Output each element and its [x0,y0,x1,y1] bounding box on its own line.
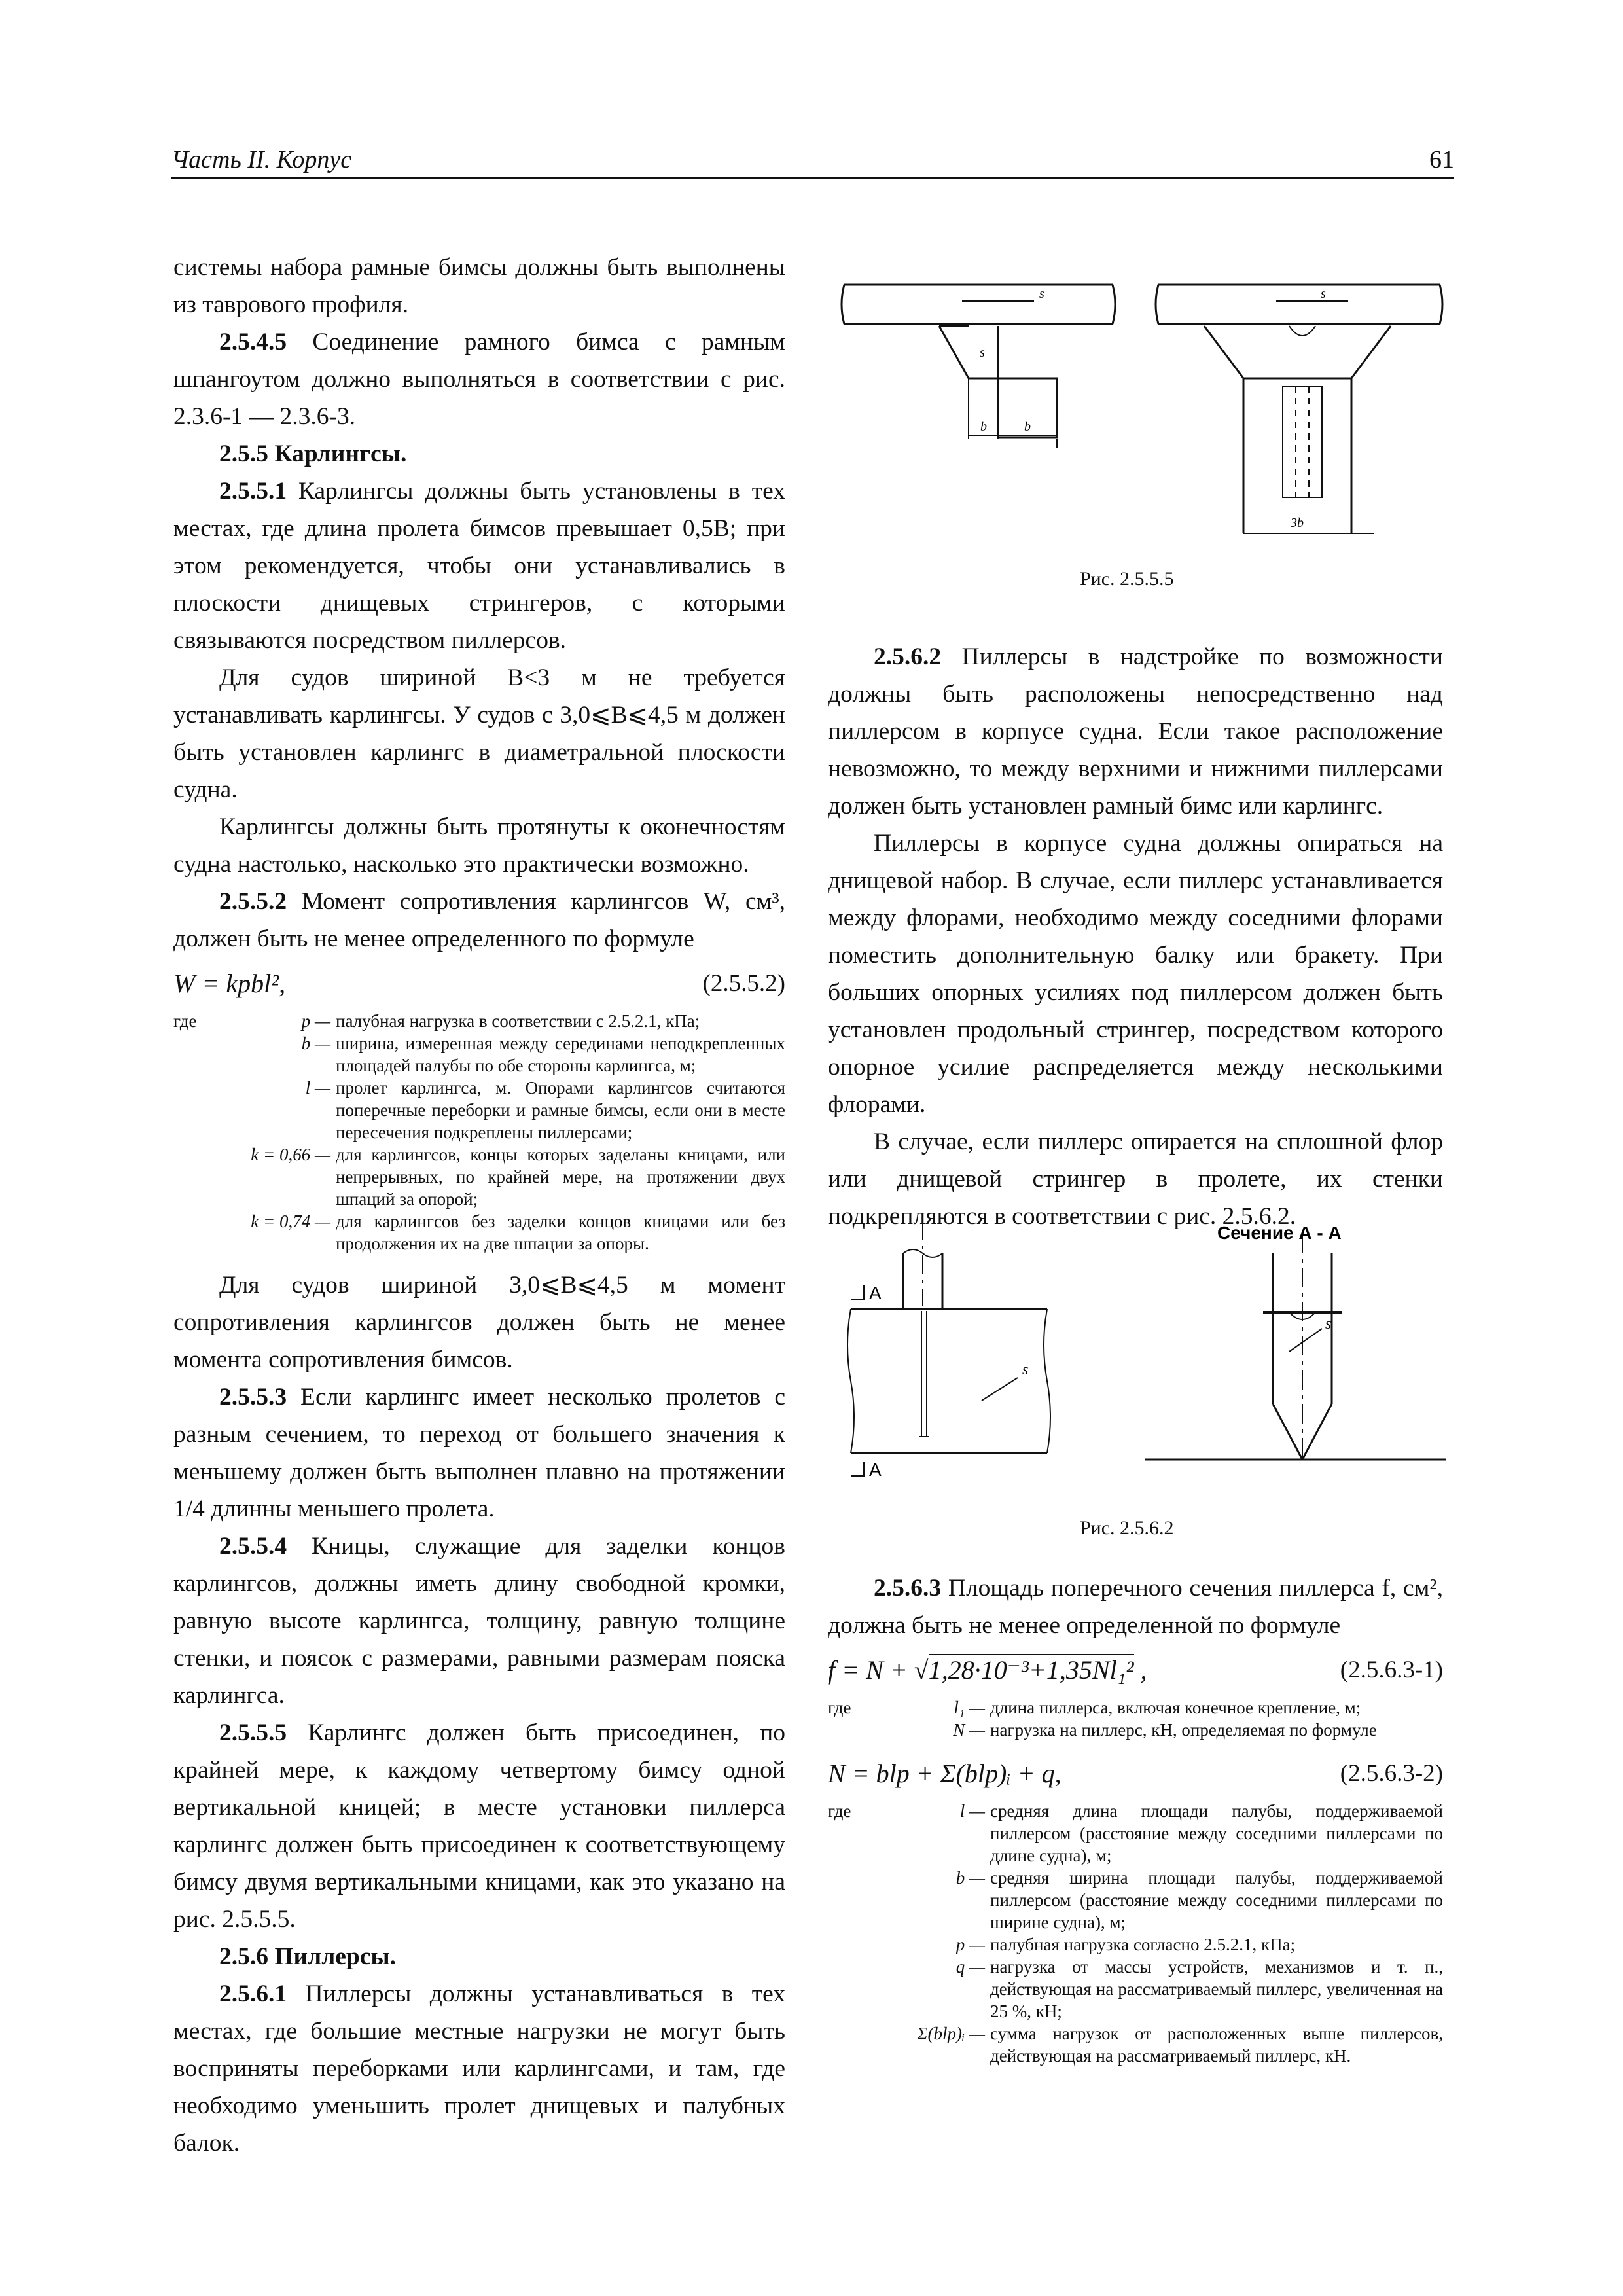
where-symbol: N — [953,1720,985,1740]
formula-suffix: , [1133,1655,1147,1685]
page-header [171,145,1454,178]
where-symbol: Σ(blp)ᵢ — [917,2024,985,2043]
where-description: пролет карлингса, м. Опорами карлингсов считаются поперечные переборки и рамные бимсы, если они в месте пересечения подкреплены пиллерсами; [336,1078,785,1142]
where-word: где [828,1801,851,1821]
where-symbol: l — [959,1801,985,1821]
where-description: ширина, измеренная между серединами неподкрепленных площадей палубы по обе стороны карлингса, м; [336,1033,785,1075]
formula-prefix: f = N + [828,1655,914,1685]
where-word [828,1933,880,1956]
clause-number: 2.5.6.2 [874,643,942,670]
paragraph: В случае, если пиллерс опирается на сплошной флор или днищевой стрингер в пролете, их стенки подкрепляются в соответствии с рис. 2.5.6.2. [828,1128,1443,1230]
paragraph-2-5-5-1 [173,473,785,659]
section-title: Часть II. Корпус [171,146,352,173]
where-symbol: l — [305,1078,330,1098]
paragraph: Карлингсы должны быть протянуты к оконечностям судна настолько, насколько это практически возможно. [173,814,785,878]
label-s: s [1325,1316,1332,1333]
where-symbol: p — [955,1935,985,1954]
clause-text: Карлингс должен быть присоединен, по крайней мере, к каждому четвертому бимсу одной вертикальной кницей; в месте установки пиллерса карлингс должен быть присоединен к соответствующему бимсу двумя вертикальными кницами, как это указано на рис. 2.5.5.5. [173,1719,785,1933]
paragraph-2-5-5-5 [173,1714,785,1938]
header-rule [171,177,1454,179]
clause-text: Пиллерсы в надстройке по возможности должны быть расположены непосредственно над пиллерсом в корпусе судна. Если такое расположение невозможно, то между верхними и нижними пиллерсами должен быть установлен рамный бимс или карлингс. [828,643,1443,819]
heading-2-5-5: 2.5.5 Карлингсы. [219,440,407,467]
label-s: s [980,346,985,360]
clause-number: 2.5.6.3 [874,1575,942,1602]
where-item [828,1719,1443,1741]
where-description: средняя ширина площади палубы, поддерживаемой пиллерсом (расстояние между соседними пиллерсами по ширине судна), м; [990,1868,1443,1932]
where-item [173,1143,785,1210]
paragraph: Для судов шириной B<3 м не требуется устанавливать карлингсы. У судов с 3,0⩽B⩽4,5 м должен быть установлен карлингс в диаметральной плоскости судна. [173,664,785,803]
where-word [173,1143,226,1210]
clause-text: Если карлингс имеет несколько пролетов с разным сечением, то переход от большего значения к меньшему должен быть выполнен плавно на протяжении 1/4 длинны меньшего пролета. [173,1384,785,1522]
paragraph-2-5-4-5 [173,323,785,435]
formula-number: (2.5.5.2) [702,970,785,997]
clause-text: Карлингсы должны быть установлены в тех местах, где длина пролета бимсов превышает 0,5B; при этом рекомендуется, чтобы они устанавливались в плоскости днищевых стрингеров, с которыми связываются посредством пиллерсов. [173,478,785,654]
where-description: нагрузка на пиллерс, кН, определяемая по формуле [990,1720,1377,1740]
where-word [828,2022,880,2067]
clause-text: Соединение рамного бимса с рамным шпангоутом должно выполняться в соответствии с рис. 2.3.6-1 — 2.3.6-3. [173,329,785,430]
where-list [828,1800,1443,2067]
where-description: палубная нагрузка в соответствии с 2.5.2.1, кПа; [336,1011,700,1031]
where-symbol: k = 0,66 — [251,1145,330,1164]
left-column [173,249,785,2162]
section-title: Сечение А - А [1217,1223,1342,1243]
formula-expression: W = kpbl², [173,969,286,998]
clause-number: 2.5.5.5 [219,1719,287,1746]
paragraph: системы набора рамные бимсы должны быть выполнены из таврового профиля. [173,254,785,318]
label-b: b [1024,420,1031,434]
where-word [173,1032,226,1077]
formula-2-5-6-3-2 [828,1753,1443,1795]
where-item [828,1956,1443,2022]
label-s: s [1022,1361,1029,1378]
paragraph-2-5-5-4 [173,1528,785,1714]
right-column-lower [828,1570,1443,2079]
clause-number: 2.5.5.4 [219,1533,287,1560]
page-number: 61 [1429,146,1454,173]
where-list [173,1010,785,1255]
figure-caption: Рис. 2.5.5.5 [1080,568,1174,590]
where-word [828,1956,880,2022]
sqrt-sign: √ [914,1655,929,1685]
where-symbol: k = 0,74 — [251,1211,330,1231]
paragraph: Для судов шириной 3,0⩽B⩽4,5 м момент сопротивления карлингсов должен быть не менее момента сопротивления бимсов. [173,1272,785,1373]
formula-2-5-5-2 [173,963,785,1005]
formula-2-5-6-3-1 [828,1649,1443,1691]
where-word [828,1867,880,1933]
clause-text: Момент сопротивления карлингсов W, см³, должен быть не менее определенного по формуле [173,888,785,952]
clause-text: Пиллерсы должны устанавливаться в тех местах, где большие местные нагрузки не могут быть восприняты переборками или карлингсами, и там, где необходимо уменьшить пролет днищевых и палубных балок. [173,1981,785,2157]
label-s: s [1039,287,1044,301]
where-item [828,1800,1443,1867]
where-item [828,1867,1443,1933]
paragraph-2-5-6-1 [173,1975,785,2162]
where-symbol: b — [301,1033,330,1053]
clause-text: Площадь поперечного сечения пиллерса f, см², должна быть не менее определенной по формуле [828,1575,1443,1639]
where-word [173,1210,226,1255]
where-description: для карлингсов, концы которых заделаны кницами, или непрерывных, по крайней мере, на протяжении двух шпаций за опорой; [336,1145,785,1209]
where-item [173,1032,785,1077]
paragraph-2-5-6-2 [828,638,1443,825]
where-description: палубная нагрузка согласно 2.5.2.1, кПа; [990,1935,1296,1954]
clause-number: 2.5.4.5 [219,329,287,355]
label-s: s [1321,287,1326,301]
where-item [173,1010,785,1032]
paragraph-2-5-6-3 [828,1570,1443,1644]
where-word [173,1077,226,1143]
paragraph: Пиллерсы в корпусе судна должны опираться на днищевой набор. В случае, если пиллерс устанавливается между флорами, необходимо между соседними флорами поместить дополнительную балку или бракету. При больших опорных усилиях под пиллерсом должен быть установлен продольный стрингер, посредством которого опорное усилие распределяется между несколькими флорами. [828,830,1443,1118]
formula-number: (2.5.6.3-2) [1340,1760,1443,1787]
where-description: для карлингсов без заделки концов кницами или без продолжения их на две шпации за опоры. [336,1211,785,1253]
where-description: нагрузка от массы устройств, механизмов и т. п., действующая на рассматриваемый пиллерс, увеличенная на 25 %, кН; [990,1957,1443,2021]
label-A: A [869,1283,882,1303]
label-3b: 3b [1291,516,1304,530]
right-column [828,638,1443,1235]
figure-2-5-6-2 [838,1214,1453,1515]
clause-number: 2.5.5.3 [219,1384,287,1410]
label-A: A [869,1460,882,1480]
paragraph-2-5-5-3 [173,1378,785,1528]
formula-expression: N = blp + Σ(blp)ᵢ + q, [828,1759,1061,1788]
where-item [828,1933,1443,1956]
where-symbol: b — [955,1868,985,1888]
formula-radicand: 1,28·10⁻³+1,35Nl₁² [928,1655,1134,1685]
clause-number: 2.5.5.1 [219,478,287,505]
where-symbol: p — [301,1011,330,1031]
where-word [828,1719,880,1741]
figure-caption: Рис. 2.5.6.2 [1080,1517,1174,1539]
heading-2-5-6: 2.5.6 Пиллерсы. [219,1943,397,1970]
where-item [828,2022,1443,2067]
where-word: где [828,1698,851,1717]
where-symbol: l₁ — [954,1698,985,1717]
clause-number: 2.5.6.1 [219,1981,287,2007]
figure-2-5-5-5 [831,262,1459,556]
label-b: b [980,420,987,434]
clause-text: Кницы, служащие для заделки концов карлингсов, должны иметь длину свободной кромки, равную высоте карлингса, толщину, равную толщине стенки, и поясок с размерами, равными размерам пояска карлингса. [173,1533,785,1709]
where-description: средняя длина площади палубы, поддерживаемой пиллерсом (расстояние между соседними пиллерсами по длине судна), м; [990,1801,1443,1865]
where-item [173,1077,785,1143]
formula-number: (2.5.6.3-1) [1340,1657,1443,1683]
where-item [828,1696,1443,1719]
where-description: сумма нагрузок от расположенных выше пиллерсов, действующая на рассматриваемый пиллерс, кН. [990,2024,1443,2066]
where-description: длина пиллерса, включая конечное крепление, м; [990,1698,1361,1717]
where-item [173,1210,785,1255]
where-list [828,1696,1443,1741]
where-word: где [173,1011,197,1031]
where-symbol: q — [955,1957,985,1977]
paragraph-2-5-5-2 [173,883,785,958]
clause-number: 2.5.5.2 [219,888,287,915]
